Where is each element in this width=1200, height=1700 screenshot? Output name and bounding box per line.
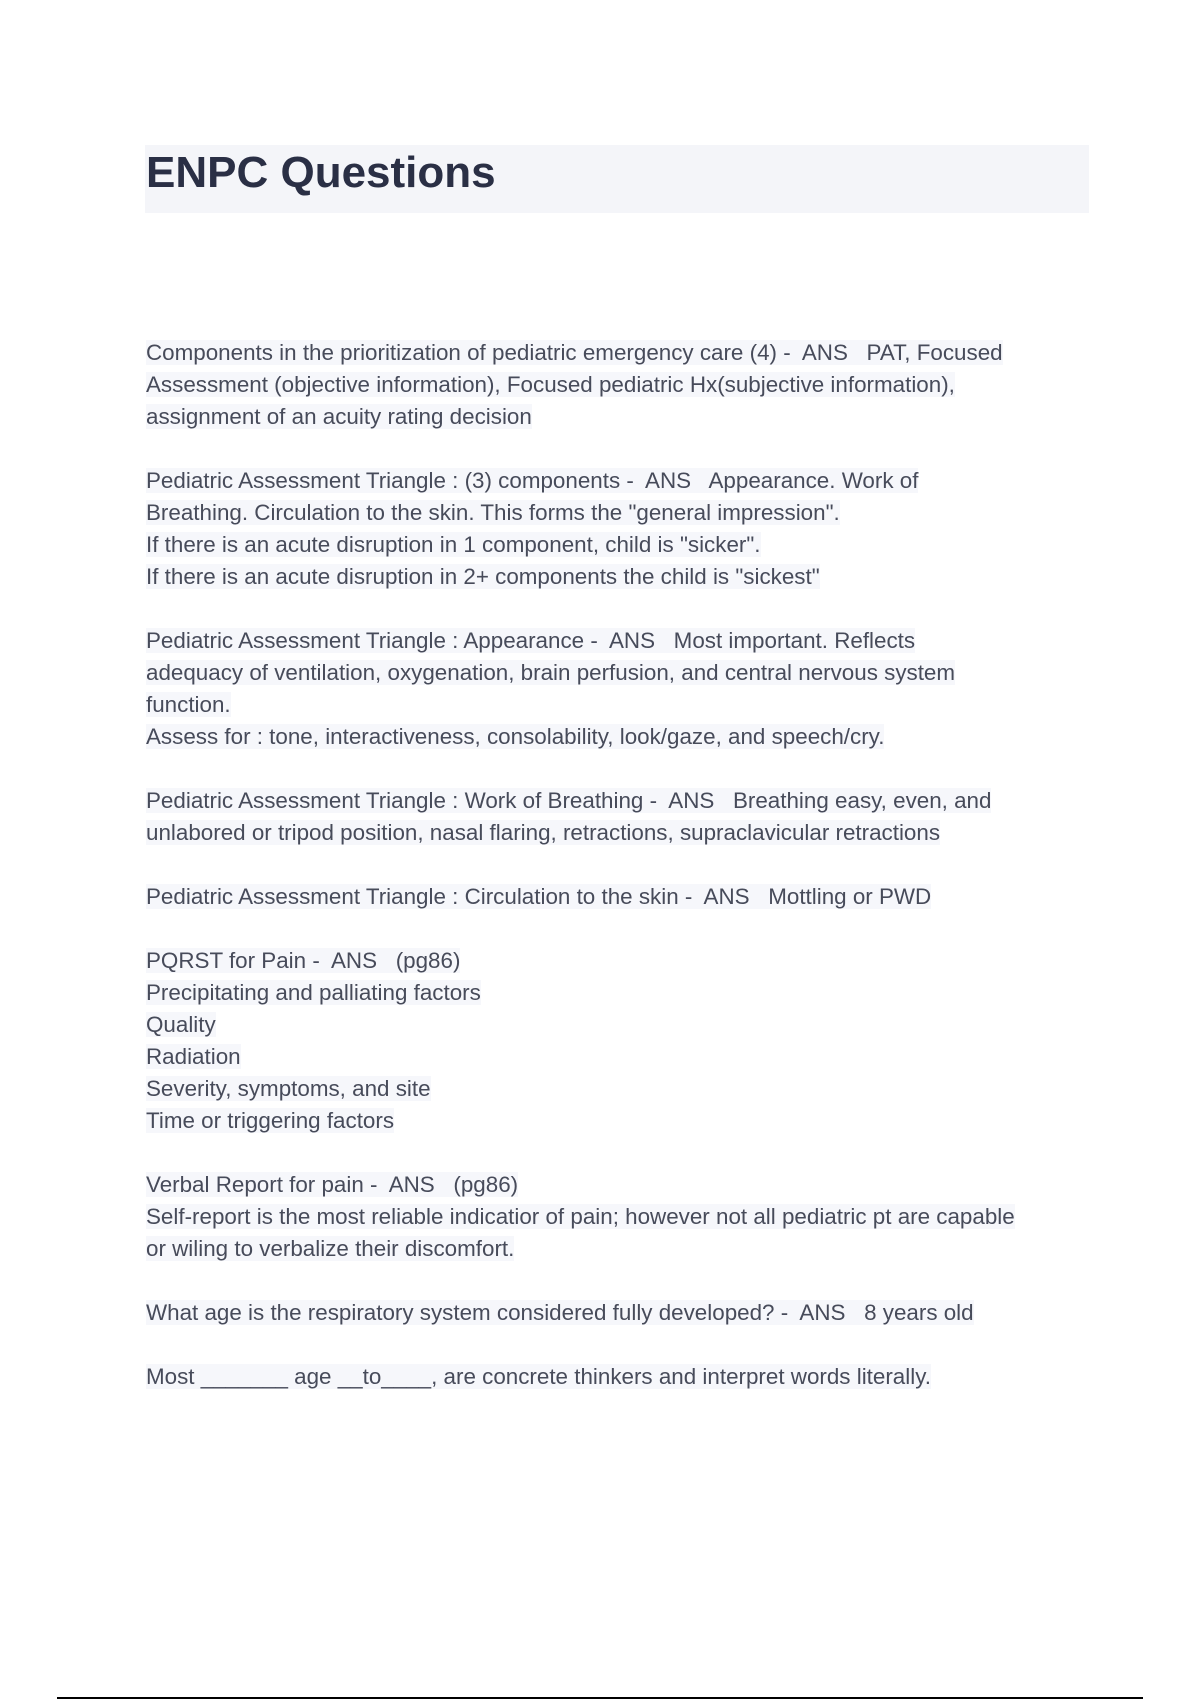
qa-list [146, 337, 1106, 1425]
qa-entry [146, 881, 1106, 913]
text-line: Pediatric Assessment Triangle : Appearance - ANS Most important. Reflects [146, 628, 916, 653]
text-line: unlabored or tripod position, nasal flaring, retractions, supraclavicular retractions [146, 820, 941, 845]
text-line: Severity, symptoms, and site [146, 1076, 431, 1101]
text-line: adequacy of ventilation, oxygenation, brain perfusion, and central nervous system [146, 660, 956, 685]
text-line: PQRST for Pain - ANS (pg86) [146, 948, 461, 973]
text-line: Precipitating and palliating factors [146, 980, 481, 1005]
footer-divider [57, 1697, 1143, 1699]
text-line: Pediatric Assessment Triangle : (3) components - ANS Appearance. Work of [146, 468, 919, 493]
text-line: or wiling to verbalize their discomfort. [146, 1236, 515, 1261]
text-line: Self-report is the most reliable indicatior of pain; however not all pediatric pt are capable [146, 1204, 1015, 1229]
text-line: If there is an acute disruption in 1 component, child is "sicker". [146, 532, 761, 557]
qa-entry [146, 945, 1106, 1137]
text-line: Pediatric Assessment Triangle : Work of Breathing - ANS Breathing easy, even, and [146, 788, 992, 813]
text-line: Radiation [146, 1044, 241, 1069]
qa-entry [146, 1297, 1106, 1329]
qa-entry [146, 465, 1106, 593]
text-line: Time or triggering factors [146, 1108, 395, 1133]
text-line: function. [146, 692, 231, 717]
text-line: Breathing. Circulation to the skin. This forms the "general impression". [146, 500, 840, 525]
text-line: Components in the prioritization of pediatric emergency care (4) - ANS PAT, Focused [146, 340, 1003, 365]
page-title: ENPC Questions [146, 148, 496, 197]
qa-entry [146, 1169, 1106, 1265]
text-line: assignment of an acuity rating decision [146, 404, 532, 429]
qa-entry [146, 337, 1106, 433]
qa-entry [146, 785, 1106, 849]
text-line: Most _______ age __to____, are concrete thinkers and interpret words literally. [146, 1364, 931, 1389]
qa-entry [146, 1361, 1106, 1393]
text-line: If there is an acute disruption in 2+ components the child is "sickest" [146, 564, 820, 589]
text-line: Pediatric Assessment Triangle : Circulation to the skin - ANS Mottling or PWD [146, 884, 932, 909]
text-line: What age is the respiratory system considered fully developed? - ANS 8 years old [146, 1300, 974, 1325]
text-line: Quality [146, 1012, 216, 1037]
qa-entry [146, 625, 1106, 753]
text-line: Assess for : tone, interactiveness, consolability, look/gaze, and speech/cry. [146, 724, 885, 749]
text-line: Assessment (objective information), Focused pediatric Hx(subjective information), [146, 372, 955, 397]
text-line: Verbal Report for pain - ANS (pg86) [146, 1172, 519, 1197]
